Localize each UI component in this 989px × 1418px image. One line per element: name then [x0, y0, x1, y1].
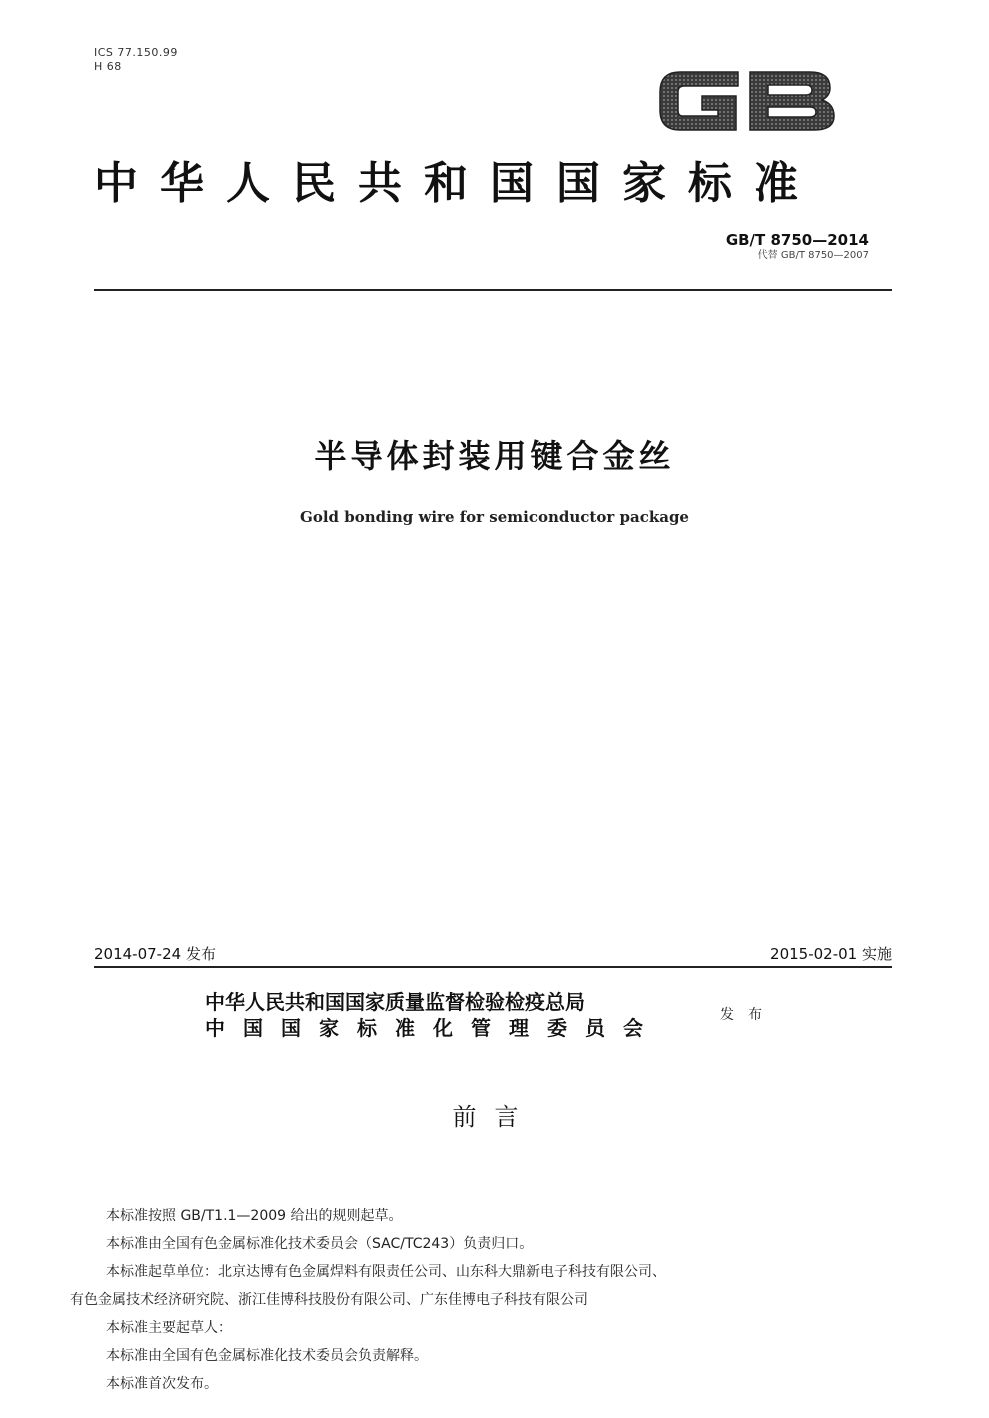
footer-divider	[94, 966, 892, 968]
foreword-paragraph: 本标准起草单位：北京达博有色金属焊料有限责任公司、山东科大鼎新电子科技有限公司、	[106, 1264, 666, 1280]
foreword-title: 前言	[452, 1103, 537, 1131]
foreword-paragraph: 本标准由全国有色金属标准化技术委员会（SAC/TC243）负责归口。	[106, 1236, 534, 1252]
replaces-standard: 代替 GB/T 8750—2007	[757, 250, 869, 261]
foreword-paragraph: 有色金属技术经济研究院、浙江佳博科技股份有限公司、广东佳博电子科技有限公司	[70, 1292, 588, 1308]
national-standard-title: 中华人民共和国国家标准	[94, 158, 820, 209]
foreword-body	[70, 1202, 910, 1398]
classification-codes	[94, 46, 178, 74]
issuer-line-1: 中华人民共和国国家质量监督检验检疫总局	[205, 990, 585, 1014]
issuer-line-2: 中国国家标准化管理委员会	[205, 1016, 661, 1040]
issue-date: 2014-07-24 发布	[94, 945, 216, 963]
foreword-paragraph: 本标准按照 GB/T1.1—2009 给出的规则起草。	[106, 1208, 403, 1224]
standard-number: GB/T 8750—2014	[725, 231, 869, 249]
issuing-authority	[205, 989, 661, 1041]
gb-logo-icon	[650, 58, 840, 142]
foreword-paragraph: 本标准首次发布。	[106, 1376, 218, 1392]
document-title-cn: 半导体封装用键合金丝	[314, 437, 675, 475]
publish-label: 发布	[720, 1007, 776, 1023]
gb-logo	[650, 58, 840, 142]
foreword-paragraph: 本标准由全国有色金属标准化技术委员会负责解释。	[106, 1348, 428, 1364]
implementation-date: 2015-02-01 实施	[770, 945, 892, 963]
header-divider	[94, 289, 892, 291]
ccs-code: H 68	[94, 60, 122, 73]
ics-code: ICS 77.150.99	[94, 46, 178, 59]
document-title-en: Gold bonding wire for semiconductor package	[300, 508, 689, 526]
foreword-paragraph: 本标准主要起草人：	[106, 1320, 232, 1336]
